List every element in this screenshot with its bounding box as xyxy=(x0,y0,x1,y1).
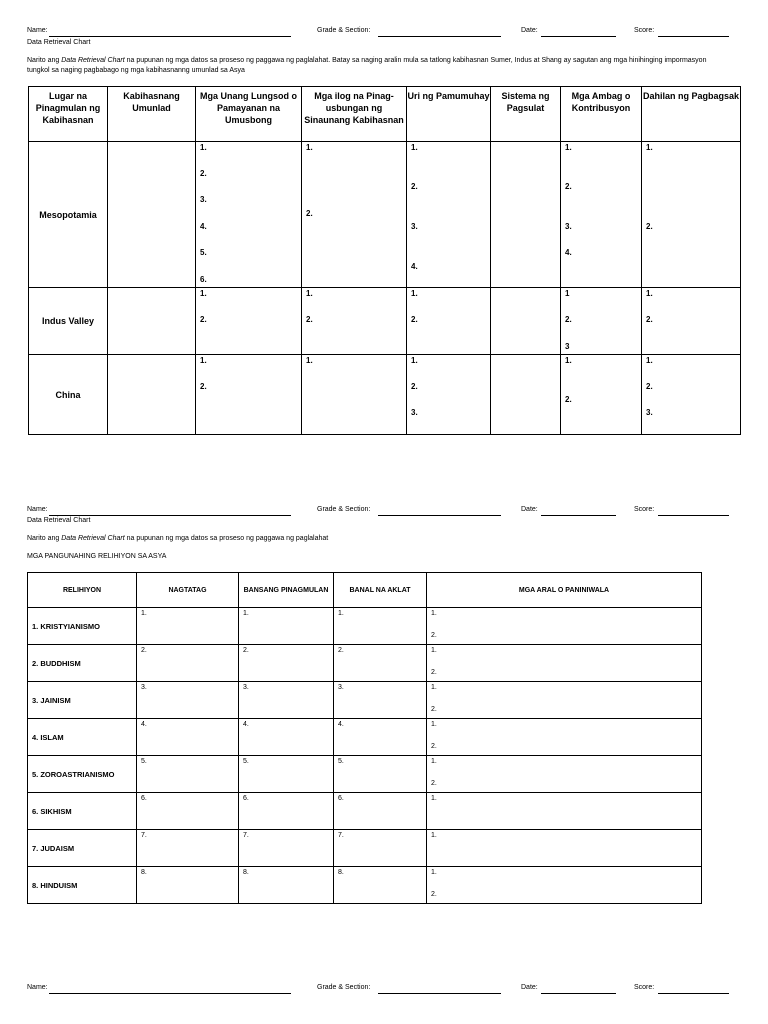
date-label: Date: xyxy=(521,984,538,991)
col-header: Kabihasnang Umunlad xyxy=(108,87,196,142)
bansa-cell[interactable] xyxy=(239,682,334,719)
col-header: NAGTATAG xyxy=(137,573,239,608)
item-number: 8. xyxy=(243,869,249,876)
item-number: 1. xyxy=(200,143,207,152)
item-number: 4. xyxy=(200,222,207,231)
nagtatag-cell[interactable] xyxy=(137,645,239,682)
religion-name: 4. ISLAM xyxy=(28,719,137,756)
header-fields-top xyxy=(27,27,737,39)
nagtatag-cell[interactable] xyxy=(137,756,239,793)
section2-heading: MGA PANGUNAHING RELIHIYON SA ASYA xyxy=(27,553,167,560)
item-number: 2. xyxy=(565,315,572,324)
input-cell[interactable] xyxy=(407,355,491,435)
item-number: 1. xyxy=(431,610,437,617)
item-number: 2. xyxy=(338,647,344,654)
item-number: 2. xyxy=(646,382,653,391)
aral-cell[interactable] xyxy=(427,867,702,904)
table-row xyxy=(28,608,702,645)
score-label: Score: xyxy=(634,984,655,991)
item-number: 1. xyxy=(411,143,418,152)
aral-cell[interactable] xyxy=(427,830,702,867)
input-cell[interactable] xyxy=(491,288,561,355)
item-number: 4. xyxy=(411,262,418,271)
civilization-chart xyxy=(28,86,741,435)
score-field[interactable] xyxy=(658,984,729,994)
item-number: 3. xyxy=(411,222,418,231)
item-number: 4. xyxy=(565,248,572,257)
religion-name: 5. ZOROASTRIANISMO xyxy=(28,756,137,793)
grade-section-field[interactable] xyxy=(378,984,501,994)
name-label: Name: xyxy=(27,506,48,513)
item-number: 3. xyxy=(411,408,418,417)
input-cell[interactable] xyxy=(108,355,196,435)
item-number: 3. xyxy=(338,684,344,691)
item-number: 2. xyxy=(565,395,572,404)
date-field[interactable] xyxy=(541,506,616,516)
bansa-cell[interactable] xyxy=(239,793,334,830)
item-number: 2. xyxy=(431,706,437,713)
item-number: 2. xyxy=(411,182,418,191)
place-cell: Mesopotamia xyxy=(29,142,108,288)
item-number: 2. xyxy=(200,382,207,391)
score-label: Score: xyxy=(634,506,655,513)
item-number: 2. xyxy=(431,780,437,787)
item-number: 6. xyxy=(243,795,249,802)
religion-name: 6. SIKHISM xyxy=(28,793,137,830)
date-field[interactable] xyxy=(541,984,616,994)
nagtatag-cell[interactable] xyxy=(137,830,239,867)
grade-section-label: Grade & Section: xyxy=(317,27,371,34)
col-header: Sistema ng Pagsulat xyxy=(491,87,561,142)
item-number: 1. xyxy=(141,610,147,617)
input-cell[interactable] xyxy=(642,355,741,435)
item-number: 1. xyxy=(431,869,437,876)
item-number: 7. xyxy=(243,832,249,839)
item-number: 1. xyxy=(431,758,437,765)
input-cell[interactable] xyxy=(196,355,302,435)
item-number: 2. xyxy=(411,382,418,391)
header-fields-middle xyxy=(27,506,737,518)
score-field[interactable] xyxy=(658,506,729,516)
item-number: 1. xyxy=(431,795,437,802)
name-field[interactable] xyxy=(49,984,291,994)
item-number: 4. xyxy=(243,721,249,728)
item-number: 6. xyxy=(338,795,344,802)
date-field[interactable] xyxy=(541,27,616,37)
item-number: 1. xyxy=(243,610,249,617)
item-number: 1. xyxy=(646,356,653,365)
table-row xyxy=(28,645,702,682)
item-number: 3 xyxy=(565,342,570,351)
item-number: 2. xyxy=(431,669,437,676)
input-cell[interactable] xyxy=(491,142,561,288)
col-header: Dahilan ng Pagbagsak xyxy=(642,87,741,142)
input-cell[interactable] xyxy=(407,142,491,288)
religion-name: 3. JAINISM xyxy=(28,682,137,719)
input-cell[interactable] xyxy=(196,288,302,355)
grade-section-field[interactable] xyxy=(378,506,501,516)
col-header: Uri ng Pamumuhay xyxy=(407,87,491,142)
bansa-cell[interactable] xyxy=(239,645,334,682)
item-number: 1. xyxy=(646,289,653,298)
input-cell[interactable] xyxy=(642,142,741,288)
item-number: 5. xyxy=(243,758,249,765)
table-row xyxy=(28,830,702,867)
aklat-cell[interactable] xyxy=(334,645,427,682)
item-number: 1. xyxy=(200,356,207,365)
table-row xyxy=(28,719,702,756)
religion-chart xyxy=(27,572,702,904)
col-header: RELIHIYON xyxy=(28,573,137,608)
item-number: 1. xyxy=(306,289,313,298)
section1-intro: Narito ang Data Retrieval Chart na pupunan ng mga datos sa proseso ng paggawa ng paglalahat. Batay sa naging aralin mula sa tatlong kabihasnan Sumer, Indus at Shang ay sagutan ang mga hinihinging impormasyon tungkol sa naging pagbabago ng mga kabihasnanng umunlad sa Asya xyxy=(27,57,707,74)
col-header: BANAL NA AKLAT xyxy=(334,573,427,608)
input-cell[interactable] xyxy=(302,288,407,355)
input-cell[interactable] xyxy=(196,142,302,288)
chart-header-row xyxy=(29,87,741,142)
item-number: 8. xyxy=(141,869,147,876)
religion-name: 7. JUDAISM xyxy=(28,830,137,867)
place-cell: China xyxy=(29,355,108,435)
input-cell[interactable] xyxy=(561,355,642,435)
item-number: 2. xyxy=(141,647,147,654)
input-cell[interactable] xyxy=(561,288,642,355)
item-number: 4. xyxy=(141,721,147,728)
item-number: 2. xyxy=(243,647,249,654)
table-row xyxy=(28,682,702,719)
religion-name: 2. BUDDHISM xyxy=(28,645,137,682)
table-row xyxy=(29,355,741,435)
aral-cell[interactable] xyxy=(427,608,702,645)
item-number: 2. xyxy=(431,743,437,750)
bansa-cell[interactable] xyxy=(239,830,334,867)
item-number: 1. xyxy=(431,684,437,691)
item-number: 8. xyxy=(338,869,344,876)
input-cell[interactable] xyxy=(561,142,642,288)
bansa-cell[interactable] xyxy=(239,756,334,793)
item-number: 2. xyxy=(431,632,437,639)
item-number: 2. xyxy=(200,169,207,178)
item-number: 2. xyxy=(200,315,207,324)
item-number: 3. xyxy=(646,408,653,417)
input-cell[interactable] xyxy=(302,355,407,435)
item-number: 1. xyxy=(338,610,344,617)
item-number: 1. xyxy=(200,289,207,298)
input-cell[interactable] xyxy=(108,288,196,355)
table-row xyxy=(28,793,702,830)
score-label: Score: xyxy=(634,27,655,34)
input-cell[interactable] xyxy=(642,288,741,355)
religion-name: 8. HINDUISM xyxy=(28,867,137,904)
section2-subtitle: Data Retrieval Chart xyxy=(27,517,91,524)
nagtatag-cell[interactable] xyxy=(137,608,239,645)
item-number: 1. xyxy=(565,356,572,365)
item-number: 5. xyxy=(200,248,207,257)
item-number: 5. xyxy=(338,758,344,765)
aral-cell[interactable] xyxy=(427,645,702,682)
item-number: 2. xyxy=(565,182,572,191)
item-number: 2. xyxy=(646,315,653,324)
item-number: 1. xyxy=(646,143,653,152)
table-row xyxy=(28,756,702,793)
col-header: Lugar na Pinagmulan ng Kabihasnan xyxy=(29,87,108,142)
name-label: Name: xyxy=(27,984,48,991)
bansa-cell[interactable] xyxy=(239,719,334,756)
item-number: 7. xyxy=(338,832,344,839)
item-number: 1. xyxy=(565,143,572,152)
item-number: 3. xyxy=(141,684,147,691)
item-number: 2. xyxy=(646,222,653,231)
item-number: 1. xyxy=(411,356,418,365)
item-number: 1 xyxy=(565,289,570,298)
item-number: 6. xyxy=(141,795,147,802)
item-number: 1. xyxy=(306,143,313,152)
grade-section-label: Grade & Section: xyxy=(317,984,371,991)
item-number: 3. xyxy=(200,195,207,204)
item-number: 4. xyxy=(338,721,344,728)
col-header: Mga Unang Lungsod o Pamayanan na Umusbong xyxy=(196,87,302,142)
name-field[interactable] xyxy=(49,506,291,516)
aral-cell[interactable] xyxy=(427,756,702,793)
item-number: 7. xyxy=(141,832,147,839)
section2-intro: Narito ang Data Retrieval Chart na pupunan ng mga datos sa proseso ng paggawa ng paglalahat xyxy=(27,535,329,542)
item-number: 1. xyxy=(411,289,418,298)
input-cell[interactable] xyxy=(108,142,196,288)
item-number: 3. xyxy=(243,684,249,691)
item-number: 1. xyxy=(431,721,437,728)
name-field[interactable] xyxy=(49,27,291,37)
religion-header-row xyxy=(28,573,702,608)
aral-cell[interactable] xyxy=(427,682,702,719)
item-number: 1. xyxy=(431,832,437,839)
input-cell[interactable] xyxy=(491,355,561,435)
aklat-cell[interactable] xyxy=(334,830,427,867)
col-header: BANSANG PINAGMULAN xyxy=(239,573,334,608)
aklat-cell[interactable] xyxy=(334,682,427,719)
col-header: Mga Ambag o Kontribusyon xyxy=(561,87,642,142)
item-number: 5. xyxy=(141,758,147,765)
nagtatag-cell[interactable] xyxy=(137,719,239,756)
item-number: 2. xyxy=(306,315,313,324)
nagtatag-cell[interactable] xyxy=(137,867,239,904)
table-row xyxy=(29,142,741,288)
grade-section-field[interactable] xyxy=(378,27,501,37)
aklat-cell[interactable] xyxy=(334,719,427,756)
name-label: Name: xyxy=(27,27,48,34)
item-number: 2. xyxy=(411,315,418,324)
col-header: MGA ARAL O PANINIWALA xyxy=(427,573,702,608)
aklat-cell[interactable] xyxy=(334,867,427,904)
aral-cell[interactable] xyxy=(427,793,702,830)
place-cell: Indus Valley xyxy=(29,288,108,355)
item-number: 3. xyxy=(565,222,572,231)
date-label: Date: xyxy=(521,506,538,513)
aral-cell[interactable] xyxy=(427,719,702,756)
section1-subtitle: Data Retrieval Chart xyxy=(27,39,91,46)
input-cell[interactable] xyxy=(302,142,407,288)
item-number: 6. xyxy=(200,275,207,284)
col-header: Mga ilog na Pinag-usbungan ng Sinaunang Kabihasnan xyxy=(302,87,407,142)
date-label: Date: xyxy=(521,27,538,34)
nagtatag-cell[interactable] xyxy=(137,793,239,830)
bansa-cell[interactable] xyxy=(239,867,334,904)
table-row xyxy=(29,288,741,355)
bansa-cell[interactable] xyxy=(239,608,334,645)
grade-section-label: Grade & Section: xyxy=(317,506,371,513)
input-cell[interactable] xyxy=(407,288,491,355)
item-number: 1. xyxy=(431,647,437,654)
score-field[interactable] xyxy=(658,27,729,37)
aklat-cell[interactable] xyxy=(334,793,427,830)
aklat-cell[interactable] xyxy=(334,756,427,793)
item-number: 2. xyxy=(431,891,437,898)
religion-name: 1. KRISTYIANISMO xyxy=(28,608,137,645)
nagtatag-cell[interactable] xyxy=(137,682,239,719)
item-number: 2. xyxy=(306,209,313,218)
header-fields-bottom xyxy=(27,984,737,996)
aklat-cell[interactable] xyxy=(334,608,427,645)
item-number: 1. xyxy=(306,356,313,365)
table-row xyxy=(28,867,702,904)
